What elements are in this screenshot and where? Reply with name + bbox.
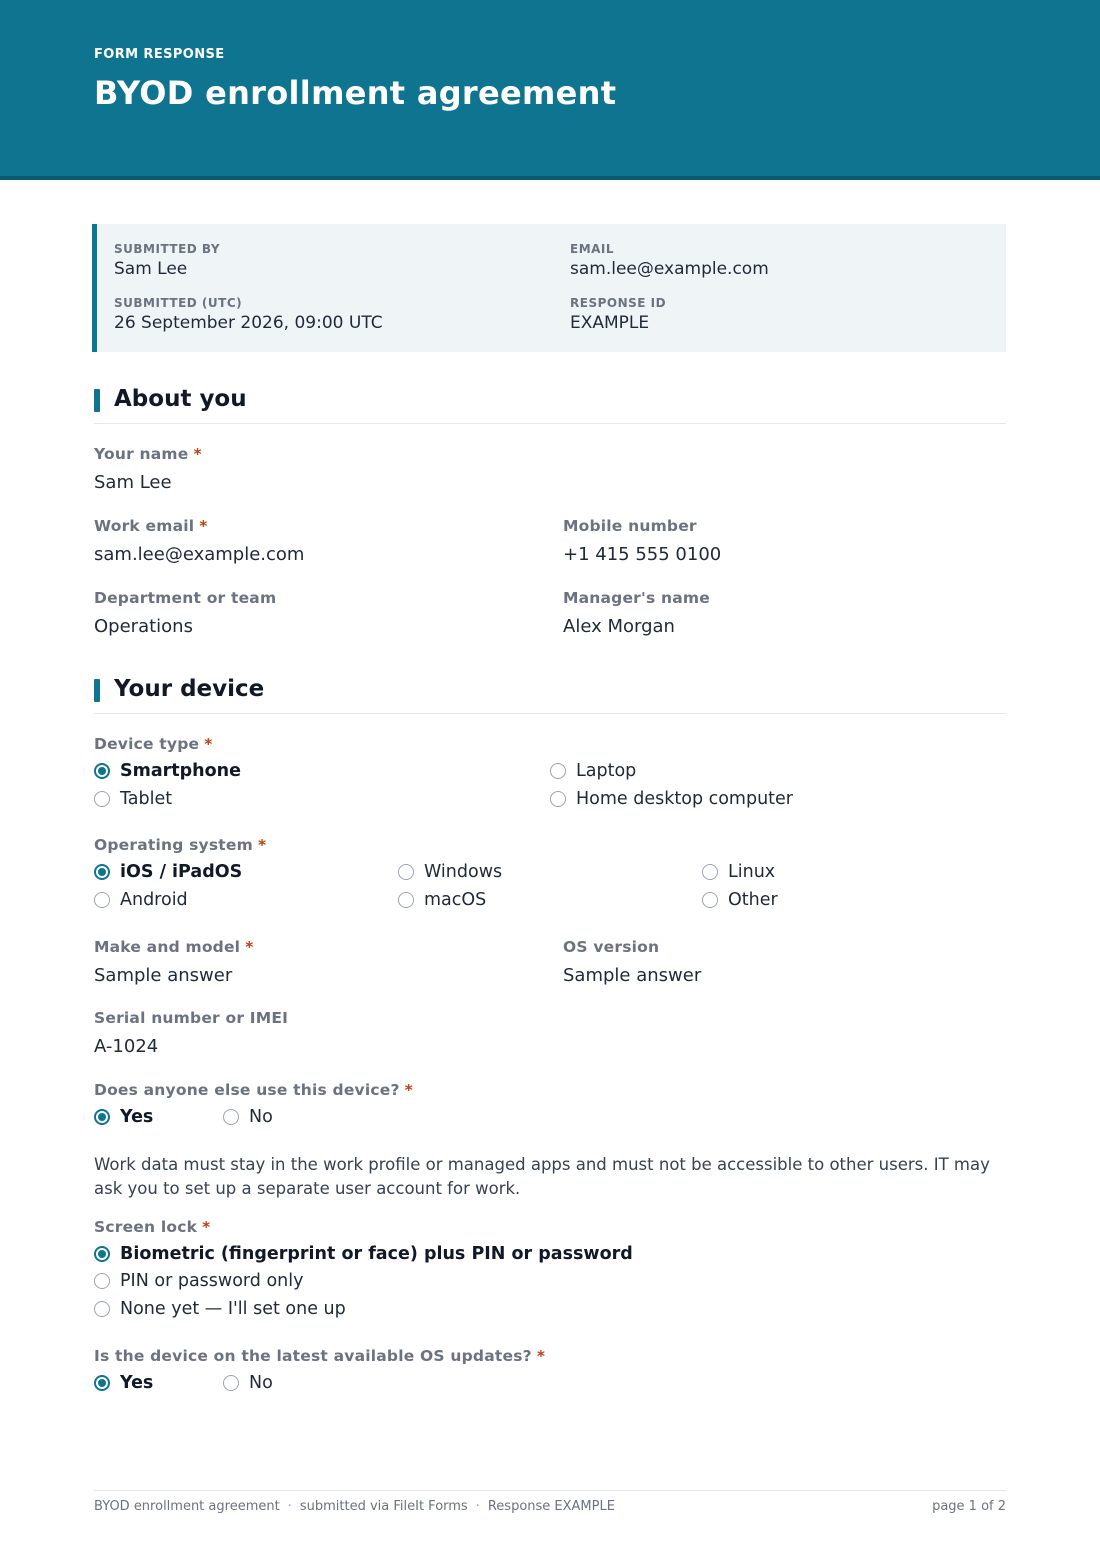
lock-option-none-yet[interactable] [94,1297,346,1321]
radio-unselected-icon [398,864,414,880]
radio-unselected-icon [702,864,718,880]
footer-via: submitted via FileIt Forms [299,1499,468,1514]
field-label: Does anyone else use this device? * [94,1081,413,1099]
required-marker: * [202,1218,211,1236]
field-shared-device [94,1080,413,1100]
field-work-email [94,516,304,567]
option-label: Yes [120,1373,154,1393]
required-marker: * [199,517,208,535]
radio-selected-icon [94,1375,110,1391]
field-label: Mobile number [563,517,697,535]
field-label: Department or team [94,589,277,607]
radio-unselected-icon [702,892,718,908]
field-os-updates [94,1346,545,1366]
option-label: No [249,1107,273,1127]
lock-option-biometric[interactable] [94,1242,633,1266]
field-value: sam.lee@example.com [94,544,305,565]
field-label: OS version [563,938,660,956]
field-value: Alex Morgan [563,616,675,637]
os-option-other[interactable] [702,888,778,912]
section-title: Your device [114,676,265,702]
required-marker: * [193,445,202,463]
response-id-value: EXAMPLE [570,313,650,333]
footer-info [94,1499,615,1514]
option-label: PIN or password only [120,1271,304,1291]
radio-selected-icon [94,1109,110,1125]
response-id-label: RESPONSE ID [570,296,667,310]
required-marker: * [536,1347,546,1365]
field-label: Manager's name [563,589,710,607]
option-label: Home desktop computer [576,789,794,809]
radio-selected-icon [94,864,110,880]
required-marker: * [257,836,267,854]
section-about-you [94,380,1006,424]
radio-unselected-icon [94,1301,110,1317]
email-value: sam.lee@example.com [570,259,769,279]
field-label: Your name * [94,445,202,463]
submitted-by [114,242,220,280]
field-os-version [563,937,701,988]
os-option-android[interactable] [94,888,188,912]
page-number: page 1 of 2 [932,1499,1006,1514]
submitted-by-label: SUBMITTED BY [114,242,221,256]
option-label: None yet — I'll set one up [120,1299,346,1319]
option-label: Laptop [576,761,637,781]
section-accent-bar [94,679,100,702]
page-footer [94,1490,1006,1520]
required-marker: * [404,1081,413,1099]
submission-meta-card [92,224,1006,352]
option-label: Android [120,890,188,910]
device-type-option-laptop[interactable] [550,759,636,783]
section-title: About you [114,386,247,412]
form-title: BYOD enrollment agreement [94,74,617,112]
device-type-option-tablet[interactable] [94,787,172,811]
radio-unselected-icon [223,1109,239,1125]
radio-unselected-icon [223,1375,239,1391]
email [570,242,769,280]
updates-option-no[interactable] [223,1371,273,1395]
radio-unselected-icon [550,791,566,807]
field-value: Sample answer [94,965,233,986]
field-your-name [94,444,202,495]
field-department [94,588,276,639]
option-label: Linux [728,862,776,882]
field-mobile-number [563,516,721,567]
field-device-type [94,734,213,754]
option-label: Smartphone [120,761,241,781]
submitted-utc-value: 26 September 2026, 09:00 UTC [114,313,383,333]
option-label: Biometric (fingerprint or face) plus PIN or password [120,1244,633,1264]
required-marker: * [245,938,254,956]
radio-unselected-icon [94,1273,110,1289]
shared-device-note: Work data must stay in the work profile or managed apps and must not be accessible to other users. IT may ask you to set up a separate user account for work. [94,1155,990,1198]
field-manager-name [563,588,710,639]
field-label: Serial number or IMEI [94,1009,289,1027]
option-label: iOS / iPadOS [120,862,243,882]
option-label: Tablet [120,789,173,809]
field-operating-system [94,835,266,855]
section-accent-bar [94,389,100,412]
os-option-windows[interactable] [398,860,502,884]
updates-option-yes[interactable] [94,1371,153,1395]
field-value: +1 415 555 0100 [563,544,722,565]
radio-unselected-icon [94,892,110,908]
os-option-ios[interactable] [94,860,242,884]
field-serial-number [94,1008,288,1059]
option-label: Yes [120,1107,154,1127]
field-value: A-1024 [94,1036,159,1057]
option-label: Windows [424,862,503,882]
device-type-option-home-desktop[interactable] [550,787,793,811]
email-label: EMAIL [570,242,615,256]
footer-separator: · [475,1499,480,1514]
shared-option-yes[interactable] [94,1105,153,1129]
form-header [0,0,1100,180]
field-screen-lock [94,1217,210,1237]
submitted-utc [114,296,383,334]
radio-unselected-icon [550,763,566,779]
field-label: Work email * [94,517,208,535]
device-type-option-smartphone[interactable] [94,759,241,783]
radio-selected-icon [94,763,110,779]
os-option-macos[interactable] [398,888,486,912]
submitted-utc-label: SUBMITTED (UTC) [114,296,243,310]
footer-response: Response EXAMPLE [487,1499,615,1514]
lock-option-pin-only[interactable] [94,1269,304,1293]
field-label: Device type * [94,735,213,753]
form-kicker: FORM RESPONSE [94,47,225,62]
field-value: Operations [94,616,193,637]
option-label: Other [728,890,778,910]
field-make-model [94,937,254,988]
radio-unselected-icon [398,892,414,908]
field-label: Operating system * [94,836,267,854]
field-value: Sam Lee [94,472,172,493]
radio-unselected-icon [94,791,110,807]
section-your-device [94,670,1006,714]
field-value: Sample answer [563,965,702,986]
footer-form-name: BYOD enrollment agreement [94,1499,280,1514]
os-option-linux[interactable] [702,860,775,884]
submitted-by-value: Sam Lee [114,259,188,279]
required-marker: * [204,735,213,753]
response-id [570,296,666,334]
field-label: Make and model * [94,938,254,956]
option-label: No [249,1373,273,1393]
field-label: Screen lock * [94,1218,211,1236]
field-label: Is the device on the latest available OS updates? * [94,1347,546,1365]
shared-option-no[interactable] [223,1105,273,1129]
radio-selected-icon [94,1246,110,1262]
footer-separator: · [287,1499,292,1514]
option-label: macOS [424,890,487,910]
